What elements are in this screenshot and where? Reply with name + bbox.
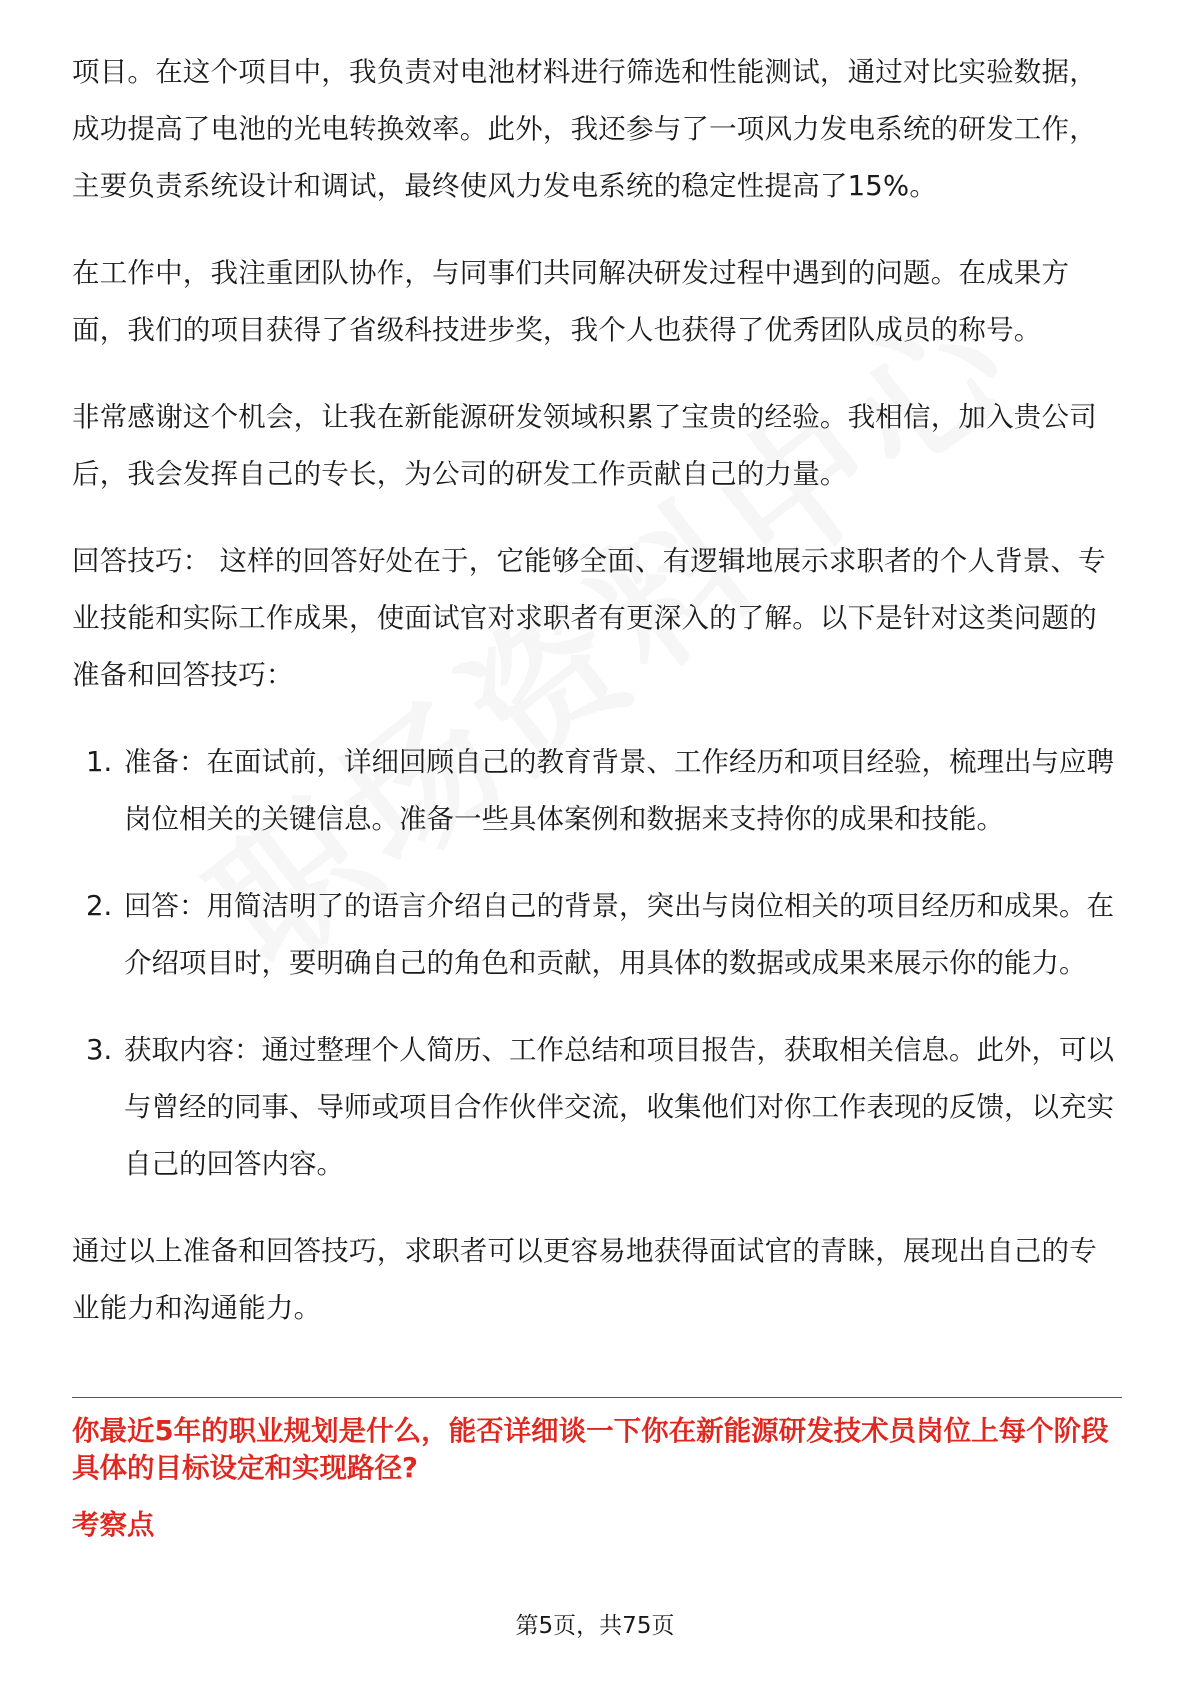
list-item-number: 2. [86,890,113,922]
list-item [72,734,1122,848]
paragraph-answer-tips: 回答技巧： 这样的回答好处在于，它能够全面、有逻辑地展示求职者的个人背景、专业技能和实际工作成果，使面试官对求职者有更深入的了解。以下是针对这类问题的准备和回答技巧： [72,545,1106,691]
section-heading-kaochadian: 考察点 [72,1509,155,1541]
page-number-footer: 第5页，共75页 [515,1613,675,1639]
list-item-text: 准备：在面试前，详细回顾自己的教育背景、工作经历和项目经验，梳理出与应聘岗位相关的关键信息。准备一些具体案例和数据来支持你的成果和技能。 [124,746,1114,835]
paragraph-gratitude: 非常感谢这个机会，让我在新能源研发领域积累了宝贵的经验。我相信，加入贵公司后，我会发挥自己的专长，为公司的研发工作贡献自己的力量。 [72,401,1097,490]
paragraph-project-summary: 项目。在这个项目中，我负责对电池材料进行筛选和性能测试，通过对比实验数据，成功提高了电池的光电转换效率。此外，我还参与了一项风力发电系统的研发工作，主要负责系统设计和调试，最终使风力发电系统的稳定性提高了15%。 [72,56,1097,202]
list-item [72,878,1122,992]
list-item-number: 3. [86,1034,113,1066]
list-item-text: 获取内容：通过整理个人简历、工作总结和项目报告，获取相关信息。此外，可以与曾经的同事、导师或项目合作伙伴交流，收集他们对你工作表现的反馈，以充实自己的回答内容。 [124,1034,1114,1180]
list-item [72,1022,1122,1193]
section-divider [72,1397,1122,1398]
next-question-heading: 你最近5年的职业规划是什么，能否详细谈一下你在新能源研发技术员岗位上每个阶段具体的目标设定和实现路径? [72,1415,1109,1484]
list-item-text: 回答：用简洁明了的语言介绍自己的背景，突出与岗位相关的项目经历和成果。在介绍项目时，要明确自己的角色和贡献，用具体的数据或成果来展示你的能力。 [124,890,1114,979]
tips-list [72,734,1122,1193]
paragraph-teamwork: 在工作中，我注重团队协作，与同事们共同解决研发过程中遇到的问题。在成果方面，我们的项目获得了省级科技进步奖，我个人也获得了优秀团队成员的称号。 [72,257,1070,346]
paragraph-conclusion: 通过以上准备和回答技巧，求职者可以更容易地获得面试官的青睐，展现出自己的专业能力和沟通能力。 [72,1235,1097,1324]
list-item-number: 1. [86,746,113,778]
document-body [72,44,1122,1367]
